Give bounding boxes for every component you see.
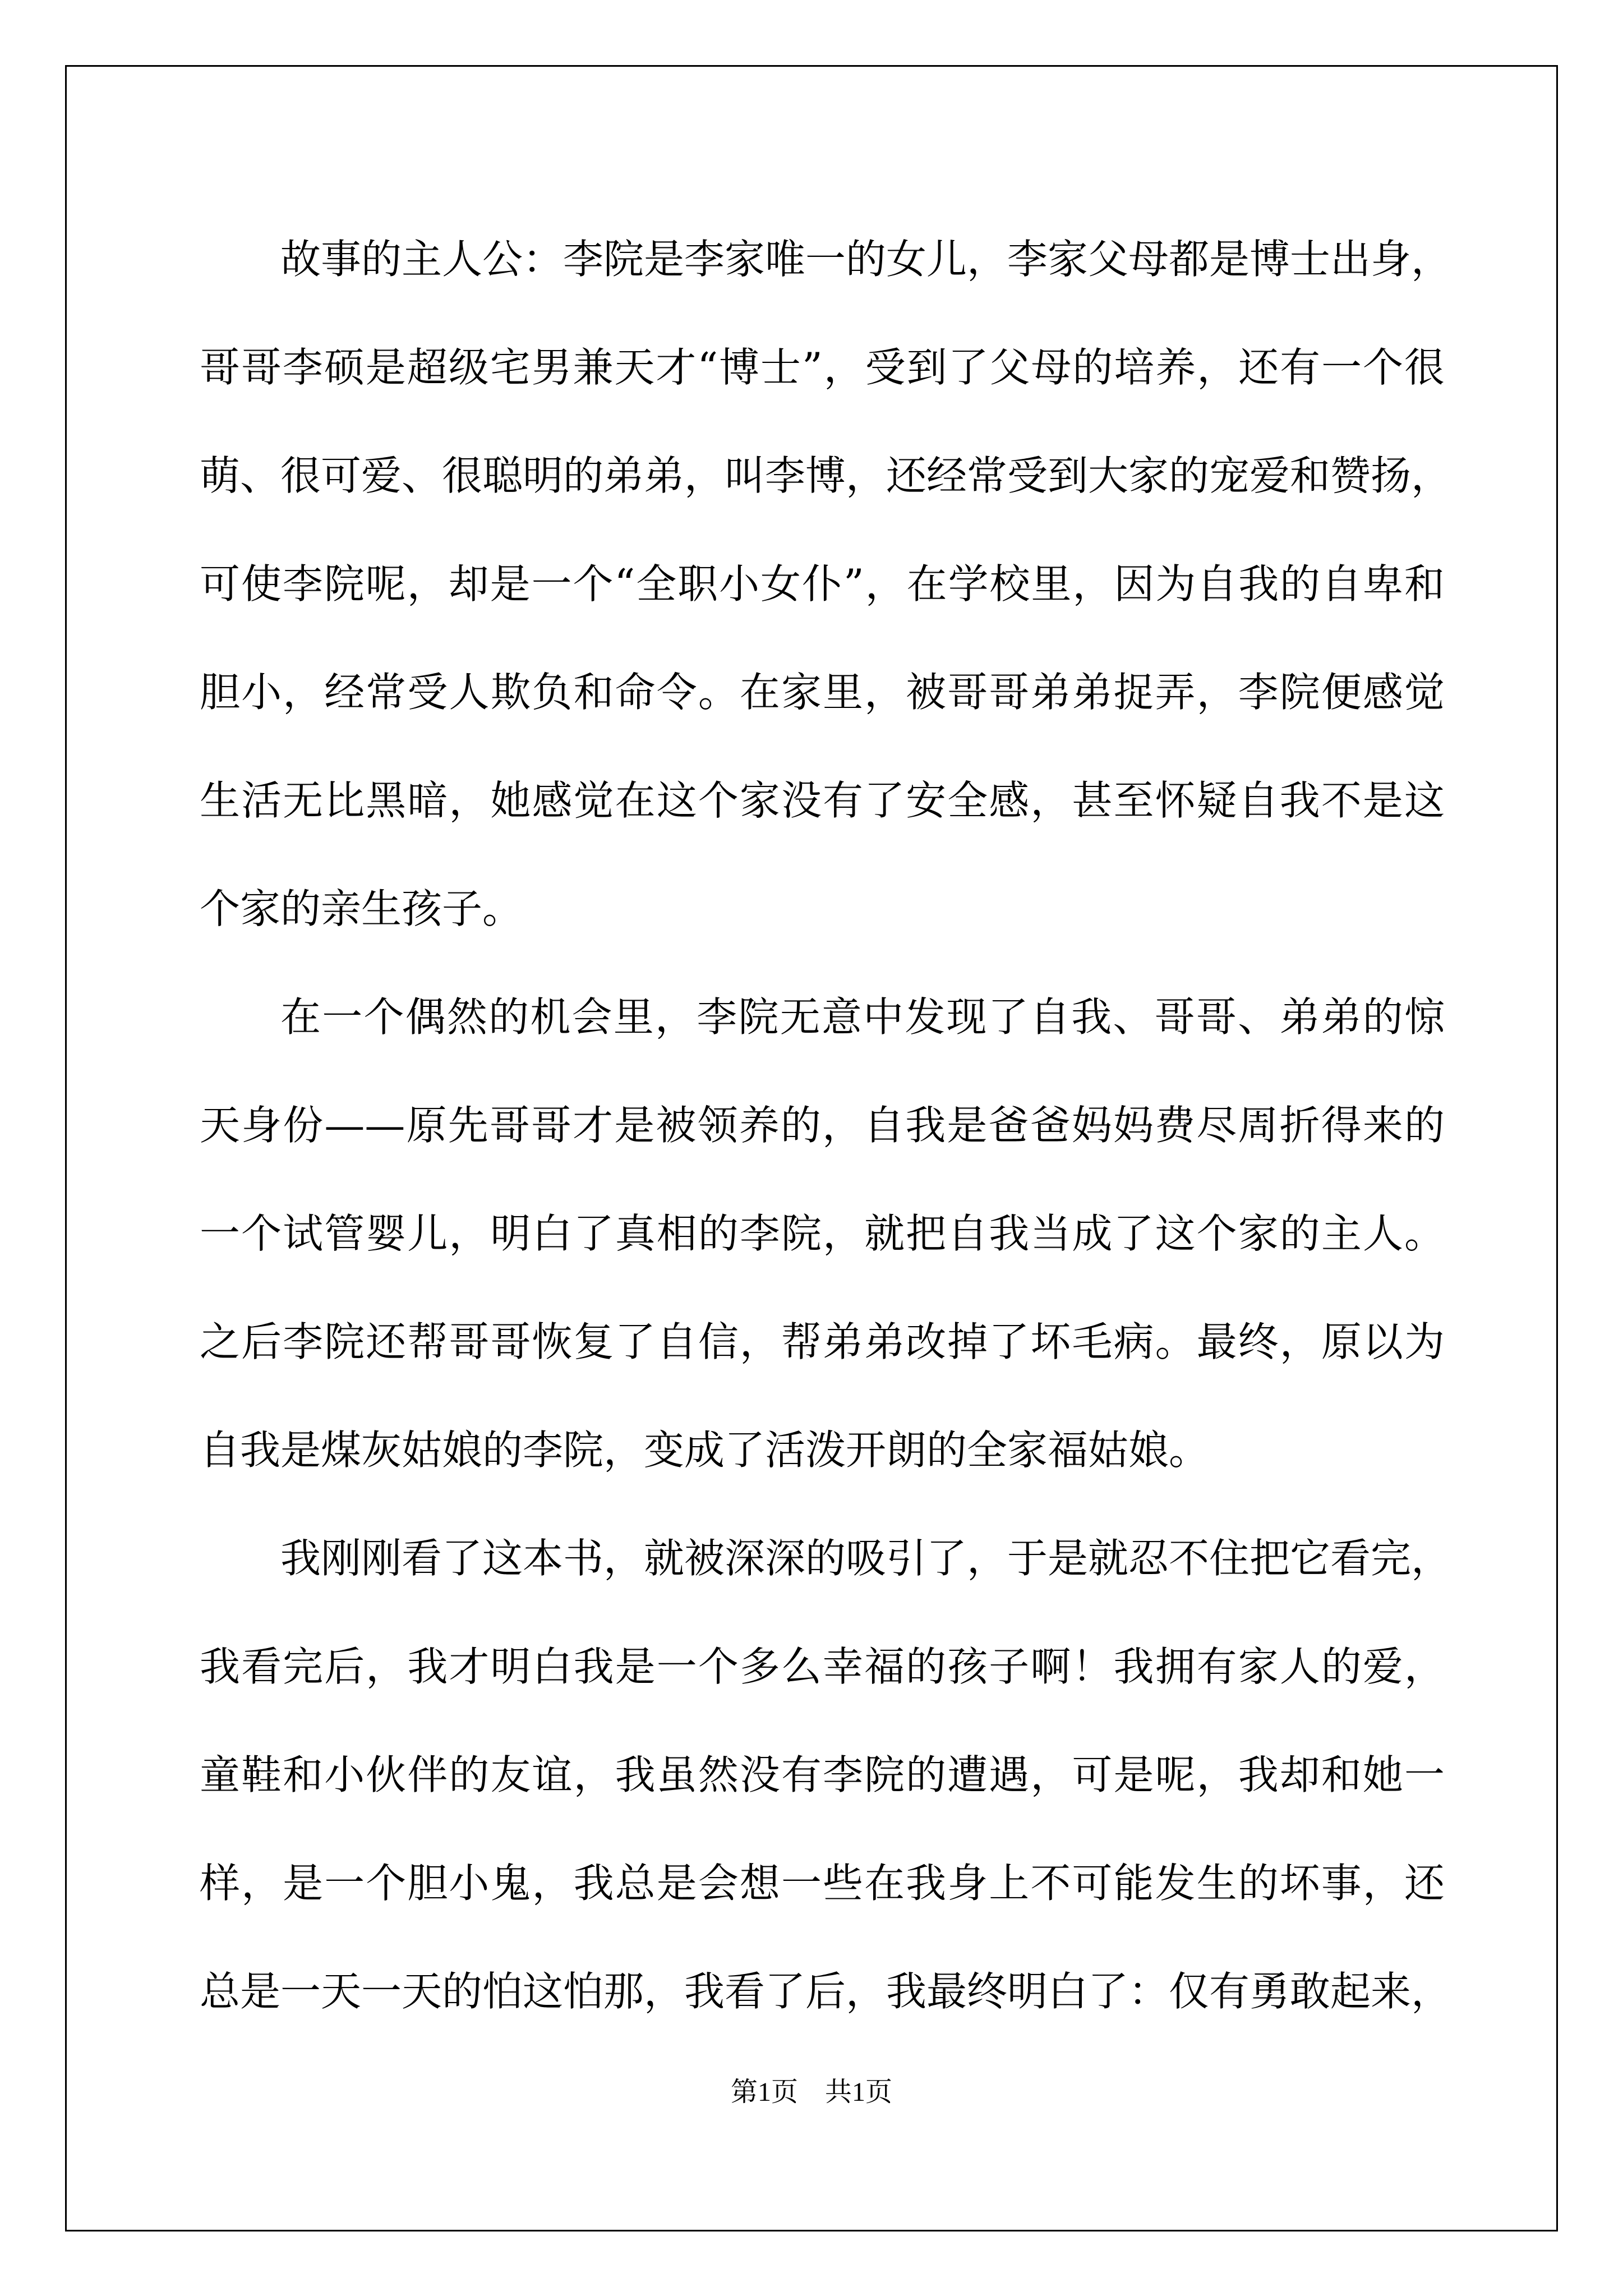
text-line: 故事的主人公：李院是李家唯一的女儿，李家父母都是博士出身，	[280, 236, 1452, 283]
document-body	[200, 205, 1452, 2046]
text-line: 生活无比黑暗，她感觉在这个家没有了安全感，甚至怀疑自我不是这	[200, 777, 1445, 824]
text-line: 个家的亲生孩子。	[200, 885, 523, 932]
page-footer	[0, 2070, 1623, 2109]
text-line: 我看完后，我才明白我是一个多么幸福的孩子啊！我拥有家人的爱，	[200, 1643, 1445, 1690]
text-line: 总是一天一天的怕这怕那，我看了后，我最终明白了：仅有勇敢起来，	[200, 1968, 1452, 2015]
text-line: 童鞋和小伙伴的友谊，我虽然没有李院的遭遇，可是呢，我却和她一	[200, 1751, 1445, 1798]
text-line: 我刚刚看了这本书，就被深深的吸引了，于是就忍不住把它看完，	[280, 1535, 1452, 1582]
paragraph-3	[200, 1504, 1452, 2046]
text-line: 样，是一个胆小鬼，我总是会想一些在我身上不可能发生的坏事，还	[200, 1860, 1445, 1907]
text-line: 可使李院呢，却是一个“全职小女仆”，在学校里，因为自我的自卑和	[200, 560, 1445, 608]
page-number: 第1页	[730, 2077, 798, 2107]
text-line: 天身份——原先哥哥才是被领养的，自我是爸爸妈妈费尽周折得来的	[200, 1102, 1445, 1149]
text-line: 胆小，经常受人欺负和命令。在家里，被哥哥弟弟捉弄，李院便感觉	[200, 669, 1445, 716]
text-line: 萌、很可爱、很聪明的弟弟，叫李博，还经常受到大家的宠爱和赞扬，	[200, 452, 1452, 499]
text-line: 一个试管婴儿，明白了真相的李院，就把自我当成了这个家的主人。	[200, 1210, 1445, 1257]
text-line: 哥哥李硕是超级宅男兼天才“博士”，受到了父母的培养，还有一个很	[200, 344, 1445, 391]
paragraph-2	[200, 963, 1445, 1504]
text-line: 之后李院还帮哥哥恢复了自信，帮弟弟改掉了坏毛病。最终，原以为	[200, 1318, 1445, 1365]
text-line: 自我是煤灰姑娘的李院，变成了活泼开朗的全家福姑娘。	[200, 1427, 1210, 1474]
paragraph-1	[200, 205, 1452, 963]
text-line: 在一个偶然的机会里，李院无意中发现了自我、哥哥、弟弟的惊	[280, 993, 1445, 1041]
page-total: 共1页	[825, 2077, 893, 2107]
